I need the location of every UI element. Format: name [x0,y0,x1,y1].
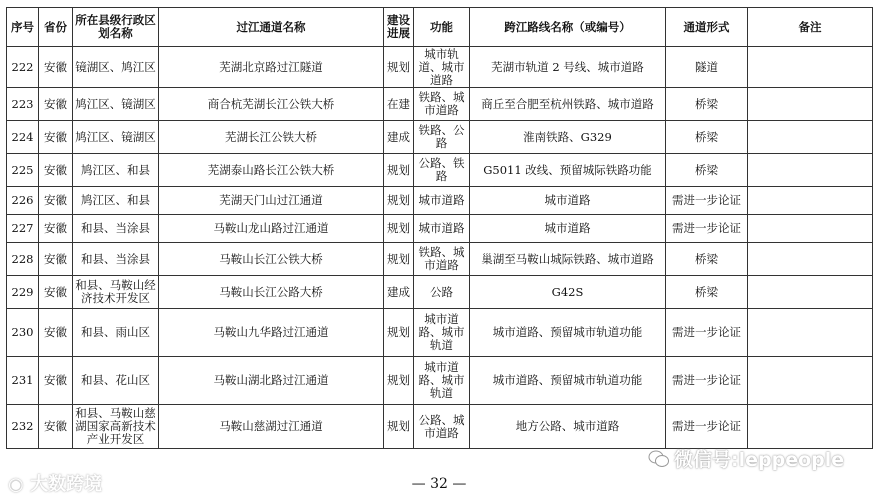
cell-form: 隧道 [666,47,748,88]
cell-route: 淮南铁路、G329 [470,121,666,154]
cell-note [748,47,873,88]
table-body [7,47,873,449]
cell-channel: 芜湖天门山过江通道 [159,187,384,215]
cell-status: 规划 [384,357,414,405]
cell-province: 安徽 [39,405,73,449]
cell-county: 和县、花山区 [73,357,159,405]
watermark-right-text: 微信号:leppeople [674,449,845,471]
cell-form: 需进一步论证 [666,357,748,405]
cell-function: 铁路、城市道路 [414,243,470,276]
table-row [7,243,873,276]
header-seq: 序号 [7,8,39,47]
table-row [7,88,873,121]
cell-seq: 223 [7,88,39,121]
cell-channel: 马鞍山慈湖过江通道 [159,405,384,449]
table-row [7,47,873,88]
cell-function: 城市道路、城市轨道 [414,357,470,405]
table-row [7,121,873,154]
cell-county: 镜湖区、鸠江区 [73,47,159,88]
cell-function: 城市道路 [414,187,470,215]
cell-channel: 芜湖北京路过江隧道 [159,47,384,88]
cell-county: 和县、马鞍山经济技术开发区 [73,276,159,309]
cell-function: 公路、城市道路 [414,405,470,449]
cell-seq: 224 [7,121,39,154]
cell-province: 安徽 [39,121,73,154]
cell-province: 安徽 [39,276,73,309]
cell-province: 安徽 [39,47,73,88]
cell-route: G5011 改线、预留城际铁路功能 [470,154,666,187]
cell-status: 规划 [384,154,414,187]
weibo-logo-icon: ◉ [8,474,24,495]
cell-note [748,121,873,154]
cell-route: 城市道路、预留城市轨道功能 [470,309,666,357]
cell-seq: 226 [7,187,39,215]
page-number: — 32 — [411,476,467,492]
cell-status: 规划 [384,309,414,357]
cell-status: 建成 [384,276,414,309]
cell-province: 安徽 [39,357,73,405]
cell-channel: 马鞍山九华路过江通道 [159,309,384,357]
table-row [7,309,873,357]
cell-province: 安徽 [39,309,73,357]
cell-channel: 芜湖泰山路长江公铁大桥 [159,154,384,187]
header-county: 所在县级行政区划名称 [73,8,159,47]
cell-route: 地方公路、城市道路 [470,405,666,449]
cell-function: 铁路、城市道路 [414,88,470,121]
header-route: 跨江路线名称（或编号） [470,8,666,47]
cell-route: G42S [470,276,666,309]
cell-form: 桥梁 [666,276,748,309]
table-row [7,276,873,309]
cell-channel: 马鞍山长江公路大桥 [159,276,384,309]
crossing-table [6,7,873,449]
cell-function: 城市道路 [414,215,470,243]
cell-route: 芜湖市轨道 2 号线、城市道路 [470,47,666,88]
cell-channel: 马鞍山湖北路过江通道 [159,357,384,405]
header-row [7,8,873,47]
cell-seq: 225 [7,154,39,187]
cell-status: 建成 [384,121,414,154]
cell-seq: 222 [7,47,39,88]
cell-note [748,187,873,215]
cell-status: 规划 [384,405,414,449]
header-note: 备注 [748,8,873,47]
cell-note [748,243,873,276]
cell-seq: 227 [7,215,39,243]
header-channel: 过江通道名称 [159,8,384,47]
cell-status: 在建 [384,88,414,121]
cell-function: 城市道路、城市轨道 [414,309,470,357]
cell-county: 鸠江区、镜湖区 [73,121,159,154]
cell-county: 和县、马鞍山慈湖国家高新技术产业开发区 [73,405,159,449]
cell-function: 公路 [414,276,470,309]
cell-county: 鸠江区、和县 [73,187,159,215]
header-province: 省份 [39,8,73,47]
table-row [7,154,873,187]
table-row [7,215,873,243]
cell-note [748,405,873,449]
cell-note [748,357,873,405]
watermark-left-text: 大数跨境 [30,474,102,495]
cell-form: 桥梁 [666,243,748,276]
cell-county: 鸠江区、镜湖区 [73,88,159,121]
cell-province: 安徽 [39,88,73,121]
table-row [7,187,873,215]
cell-county: 和县、雨山区 [73,309,159,357]
cell-note [748,154,873,187]
cell-channel: 商合杭芜湖长江公铁大桥 [159,88,384,121]
cell-province: 安徽 [39,187,73,215]
cell-channel: 马鞍山长江公铁大桥 [159,243,384,276]
header-status: 建设进展 [384,8,414,47]
cell-province: 安徽 [39,154,73,187]
cell-route: 城市道路 [470,215,666,243]
watermark-left [8,470,102,496]
cell-status: 规划 [384,243,414,276]
cell-route: 城市道路、预留城市轨道功能 [470,357,666,405]
cell-seq: 230 [7,309,39,357]
cell-form: 需进一步论证 [666,187,748,215]
cell-seq: 232 [7,405,39,449]
cell-county: 和县、当涂县 [73,215,159,243]
cell-channel: 马鞍山龙山路过江通道 [159,215,384,243]
cell-status: 规划 [384,47,414,88]
cell-note [748,276,873,309]
cell-note [748,88,873,121]
cell-province: 安徽 [39,243,73,276]
cell-function: 城市轨道、城市道路 [414,47,470,88]
cell-note [748,309,873,357]
table-row [7,405,873,449]
cell-route: 商丘至合肥至杭州铁路、城市道路 [470,88,666,121]
cell-county: 鸠江区、和县 [73,154,159,187]
header-form: 通道形式 [666,8,748,47]
cell-route: 巢湖至马鞍山城际铁路、城市道路 [470,243,666,276]
header-function: 功能 [414,8,470,47]
cell-seq: 229 [7,276,39,309]
cell-form: 需进一步论证 [666,405,748,449]
cell-form: 需进一步论证 [666,309,748,357]
table-row [7,357,873,405]
cell-channel: 芜湖长江公铁大桥 [159,121,384,154]
cell-seq: 231 [7,357,39,405]
cell-county: 和县、当涂县 [73,243,159,276]
cell-form: 桥梁 [666,88,748,121]
cell-function: 公路、铁路 [414,154,470,187]
cell-form: 需进一步论证 [666,215,748,243]
cell-route: 城市道路 [470,187,666,215]
cell-province: 安徽 [39,215,73,243]
watermark-right [648,445,844,472]
wechat-logo-icon [648,449,670,469]
cell-status: 规划 [384,187,414,215]
cell-status: 规划 [384,215,414,243]
cell-form: 桥梁 [666,121,748,154]
cell-function: 铁路、公路 [414,121,470,154]
cell-seq: 228 [7,243,39,276]
cell-form: 桥梁 [666,154,748,187]
cell-note [748,215,873,243]
